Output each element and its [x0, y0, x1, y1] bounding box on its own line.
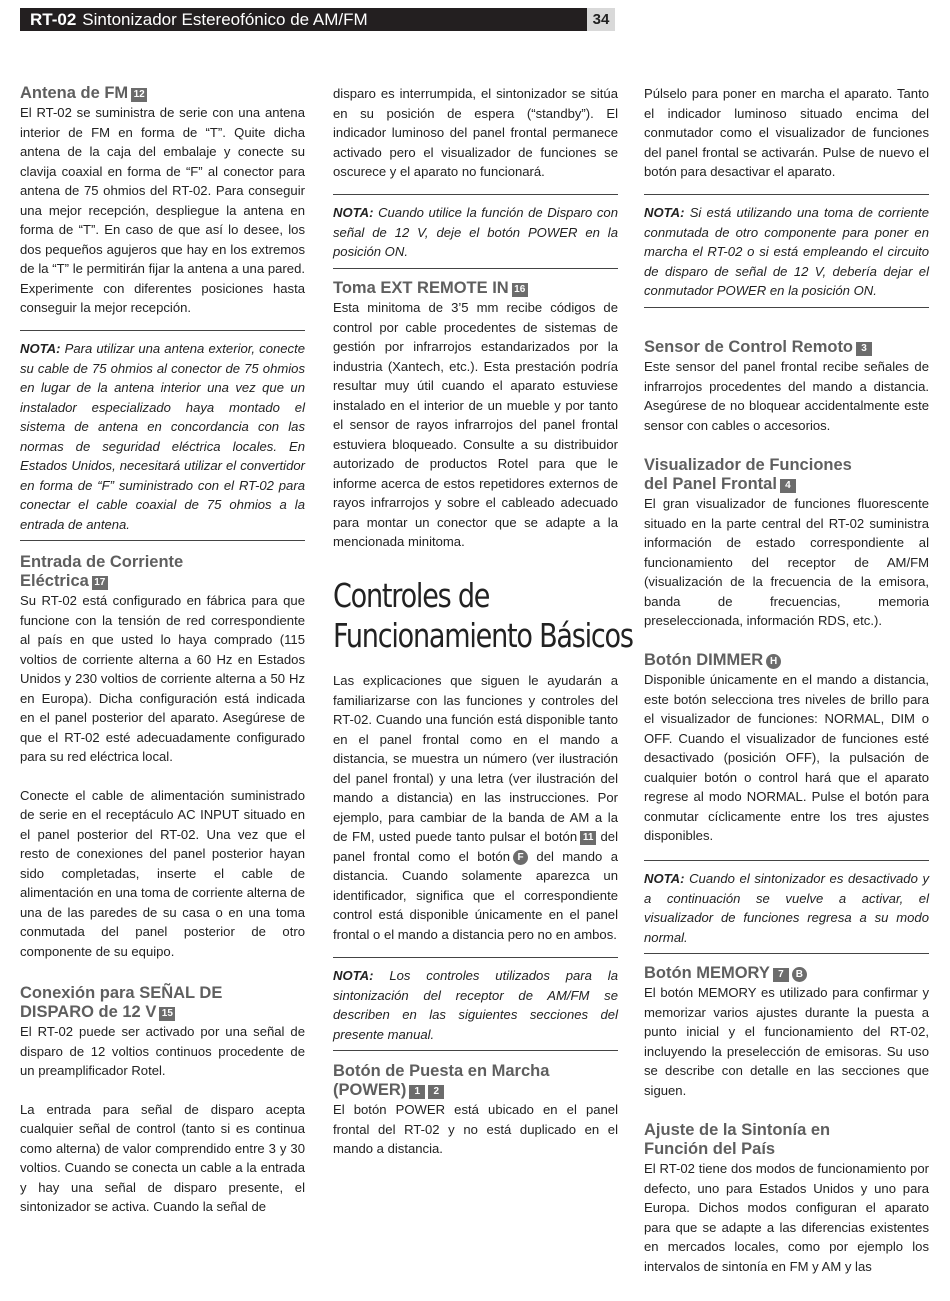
badge-15: 15	[159, 1007, 175, 1021]
body-sensor: Este sensor del panel frontal recibe señales de infrarrojos procedentes del mando a distancia. Asegúrese de no bloquear accidentalmente este sensor con cables o accesorios.	[644, 359, 929, 433]
heading-sensor: Sensor de Control Remoto 3	[644, 338, 929, 357]
page-number: 34	[587, 8, 615, 31]
section-antena	[20, 84, 305, 318]
header-title	[30, 8, 368, 31]
badge-1: 1	[409, 1085, 425, 1099]
title-controles	[333, 576, 633, 656]
heading-remote: Toma EXT REMOTE IN 16	[333, 279, 618, 298]
body-ajuste: El RT-02 tiene dos modos de funcionamiento por defecto, uno para Estados Unidos y uno para Europa. Dichos modos configuran el aparato para que se adapte a las diferencias existentes en mercados locales, como por ejemplo los intervalos de sintonía en FM y AM y las	[644, 1161, 929, 1274]
body-disparo-1: El RT-02 puede ser activado por una señal de disparo de 12 voltios continuos procedente de un preamplificador Rotel.	[20, 1024, 305, 1078]
body-corriente-1: Su RT-02 está configurado en fábrica para que funcione con la tensión de red correspondiente al país en que usted lo haya comprado (115 voltios de corriente alterna a 60 Hz en Estados Unidos y 230 voltios de corriente alterna a 50 Hz en Europa). Dicha configuración está indicada en el panel posterior del aparato. Asegúrese de que el RT-02 esté adecuadamente configurado para su red eléctrica local.	[20, 593, 305, 764]
section-disparo	[20, 984, 305, 1217]
heading-antena: Antena de FM 12	[20, 84, 305, 103]
body-power: El botón POWER está ubicado en el panel frontal del RT-02 y no está duplicado en el mando a distancia.	[333, 1102, 618, 1156]
note-disparo: NOTA: Cuando utilice la función de Disparo con señal de 12 V, deje el botón POWER en la posición ON.	[333, 194, 618, 269]
body-remote: Esta minitoma de 3’5 mm recibe códigos de control por cable procedentes de sistemas de gestión por infrarrojos estandarizados por la industria (Xantech, etc.). Esta prestación podría resultar muy útil cuando el aparato estuviese instalado en el interior de un mueble y por tanto el sensor de rayos infrarrojos del panel frontal estuviera bloqueado. Consulte a su distribuidor autorizado de productos Rotel para que le informe acerca de estos repetidores externos de rayos infrarrojos y sobre el cableado adecuado para montar un conector que se adapte a la mencionada minitoma.	[333, 300, 618, 549]
product-title: Sintonizador Estereofónico de AM/FM	[82, 10, 368, 29]
badge-16: 16	[512, 283, 528, 297]
section-power	[333, 1062, 618, 1159]
badge-7: 7	[773, 968, 789, 982]
title-controles-line2: Funcionamiento Básicos	[333, 616, 633, 655]
heading-corriente: Entrada de Corriente Eléctrica 17	[20, 553, 184, 590]
note-power: NOTA: Si está utilizando una toma de corriente conmutada de otro componente para poner en marcha el RT-02 o si está empleando el circuito de disparo de señal de 12 V, debería dejar el conmutador POWER en la posición ON.	[644, 194, 929, 308]
section-ajuste	[644, 1121, 929, 1276]
model-name: RT-02	[30, 10, 77, 29]
heading-visualizador: Visualizador de Funciones del Panel Frontal 4	[644, 456, 852, 493]
heading-ajuste: Ajuste de la Sintonía en Función del País	[644, 1121, 831, 1158]
section-sensor	[644, 338, 929, 435]
heading-dimmer: Botón DIMMER H	[644, 651, 929, 670]
note-controles: NOTA: Los controles utilizados para la sintonización del receptor de AM/FM se describen en las siguientes secciones del presente manual.	[333, 957, 618, 1051]
body-controles: Las explicaciones que siguen le ayudarán a familiarizarse con las funciones y controles del RT-02. Cuando una función está disponible tanto en el panel frontal como en el mando a distancia, se muestra un número (ver ilustración del panel frontal) y una letra (ver ilustración del mando a distancia) en las instrucciones. Por ejemplo, para cambiar de la banda de AM a la de FM, usted puede tanto pulsar el botón 11 del panel frontal como el botón F del mando a distancia. Cuando solamente aparezca un identificador, significa que el correspondiente control está disponible únicamente en el panel frontal o el mando a distancia pero no en ambos.	[333, 673, 618, 942]
badge-17: 17	[92, 576, 108, 590]
body-disparo-cont: disparo es interrumpida, el sintonizador se sitúa en su posición de espera (“standby”). El indicador luminoso del panel frontal permanece activado pero el visualizador de funciones se oscurece y el aparato no funcionará.	[333, 86, 618, 179]
note-dimmer: NOTA: Cuando el sintonizador es desactivado y a continuación se vuelve a activar, el visualizador de funciones regresa a su modo normal.	[644, 860, 929, 954]
note-antena: NOTA: Para utilizar una antena exterior, conecte su cable de 75 ohmios al conector de 75 ohmios en lugar de la antena interior una vez que un instalador especializado haya montado el sistema de antena en concordancia con las normas de seguridad eléctrica locales. En Estados Unidos, necesitará utilizar el convertidor en forma de “F” suministrado con el RT-02 para conectar el cable coaxial de 75 ohmios a la entrada de antena.	[20, 330, 305, 541]
badge-F: F	[513, 850, 528, 865]
body-disparo-2: La entrada para señal de disparo acepta cualquier señal de control (tanto si es continua como alterna) de valor comprendido entre 3 y 30 voltios. Cuando se conecta un cable a la entrada y hay una señal de disparo presente, el sintonizador se activa. Cuando la señal de	[20, 1101, 305, 1214]
badge-11: 11	[580, 831, 596, 845]
badge-3: 3	[856, 342, 872, 356]
badge-12: 12	[131, 88, 147, 102]
body-power-cont: Púlselo para poner en marcha el aparato. Tanto el indicador luminoso situado encima del conmutador como el visualizador de funciones del panel frontal se activarán. Pulse de nuevo el botón para desactivar el aparato.	[644, 86, 929, 179]
body-corriente-2: Conecte el cable de alimentación suministrado de serie en el receptáculo AC INPUT situado en el panel posterior del RT-02. Una vez que el resto de conexiones del panel posterior hayan sido completadas, inserte el cable de alimentación en una toma de corriente alterna de una de las paredes de su casa o en una toma conmutada del panel posterior de otro componente de su equipo.	[20, 787, 305, 959]
body-antena: El RT-02 se suministra de serie con una antena interior de FM en forma de “T”. Quite dicha antena de la caja del embalaje y conecte su clavija coaxial en forma de “F” al conector para antena de 75 ohmios del RT-02. Para conseguir una mejor recepción, despliegue la antena en forma de “T”. En caso de que así lo desee, los dos pequeños agujeros que hay en los extremos de la “T” le permitirán fijar la antena a una pared. Experimente con diferentes posiciones hasta conseguir la mejor recepción.	[20, 105, 305, 315]
badge-B: B	[792, 967, 807, 982]
section-remote	[333, 279, 618, 552]
badge-H: H	[766, 654, 781, 669]
body-visualizador: El gran visualizador de funciones fluorescente situado en la parte central del RT-02 suministra información de estado correspondiente al funcionamiento del receptor de AM/FM (visualización de la frecuencia de la emisora, banda de frecuencias, memoria preseleccionada, información RDS, etc.).	[644, 496, 929, 628]
badge-2: 2	[428, 1085, 444, 1099]
section-corriente	[20, 553, 305, 961]
badge-4: 4	[780, 479, 796, 493]
section-visualizador	[644, 456, 929, 631]
body-memory: El botón MEMORY es utilizado para confirmar y memorizar varios ajustes durante la puesta a punto inicial y el funcionamiento del RT-02, incluyendo la preselección de emisoras. Su uso se describe con detalle en las secciones que siguen.	[644, 985, 929, 1098]
section-dimmer	[644, 651, 929, 846]
body-dimmer: Disponible únicamente en el mando a distancia, este botón selecciona tres niveles de brillo para el visualizador de funciones: NORMAL, DIM o OFF. Cuando el visualizador de funciones esté desactivado (posición OFF), la pulsación de cualquier botón o control hará que el aparato regrese al modo NORMAL. Pulse el botón para conmutar cíclicamente entre los tres ajustes disponibles.	[644, 672, 929, 843]
heading-memory: Botón MEMORY 7 B	[644, 964, 929, 983]
heading-power: Botón de Puesta en Marcha (POWER) 1 2	[333, 1062, 550, 1099]
heading-disparo: Conexión para SEÑAL DE DISPARO de 12 V 15	[20, 984, 223, 1021]
section-memory	[644, 964, 929, 1100]
title-controles-line1: Controles de	[333, 576, 490, 615]
header-bar	[20, 8, 615, 31]
